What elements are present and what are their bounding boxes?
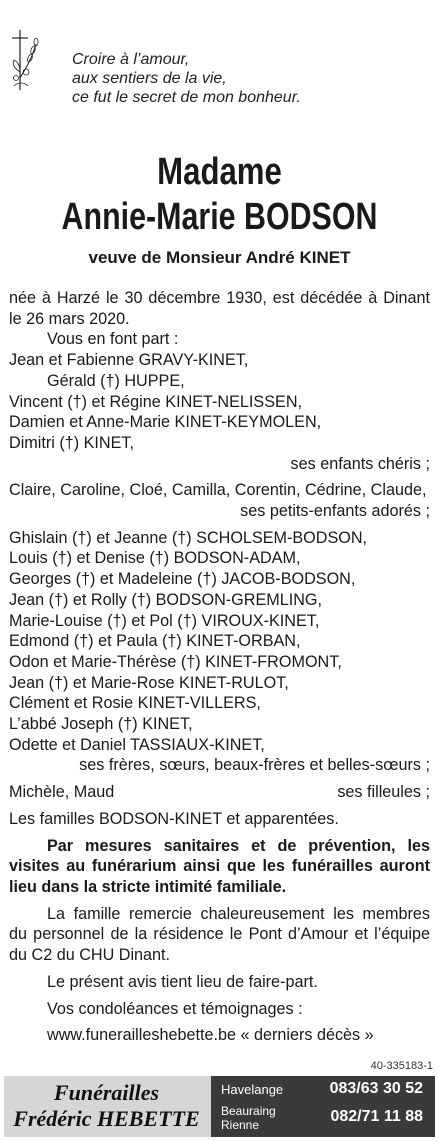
faire-part-note: Le présent avis tient lieu de faire-part. bbox=[47, 972, 318, 991]
epitaph-quote bbox=[72, 50, 412, 107]
location-rienne: Rienne bbox=[221, 1118, 260, 1132]
goddaughters-row bbox=[9, 782, 430, 803]
sibling-entry: Odette et Daniel TASSIAUX-KINET, bbox=[9, 735, 265, 754]
sibling-entry: Clément et Rosie KINET-VILLERS, bbox=[9, 694, 261, 713]
sibling-entry: L’abbé Joseph (†) KINET, bbox=[9, 715, 193, 734]
funeral-home-line2: Frédéric HEBETTE bbox=[13, 1106, 200, 1131]
sibling-entry: Edmond (†) et Paula (†) KINET-ORBAN, bbox=[9, 632, 301, 651]
siblings-label: ses frères, sœurs, beaux-frères et belles-sœurs ; bbox=[79, 756, 430, 775]
goddaughters-label: ses filleules ; bbox=[337, 783, 430, 802]
deceased-name: Annie-Marie BODSON bbox=[61, 196, 378, 238]
death-announcement: née à Harzé le 30 décembre 1930, est décédée à Dinant le 26 mars 2020. bbox=[9, 289, 430, 328]
sibling-entry: Jean (†) et Rolly (†) BODSON-GREMLING, bbox=[9, 590, 323, 609]
grandchildren-list: Claire, Caroline, Cloé, Camilla, Corentin, Cédrine, Claude, bbox=[9, 481, 427, 500]
funeral-home-line1: Funérailles bbox=[53, 1080, 160, 1105]
goddaughters-names: Michèle, Maud bbox=[9, 783, 115, 802]
children-label: ses enfants chéris ; bbox=[290, 454, 430, 473]
honorific-title: Madame bbox=[157, 151, 282, 193]
cross-and-wheat-icon bbox=[6, 28, 48, 94]
thanks-paragraph: La famille remercie chaleureusement les membres du personnel de la résidence le Pont d’Amour et l’équipe du C2 du CHU Dinant. bbox=[9, 904, 430, 965]
child-entry: Dimitri (†) KINET, bbox=[9, 433, 135, 452]
website-link[interactable]: www.funerailleshebette.be « derniers décès » bbox=[47, 1026, 374, 1045]
sibling-entry: Jean (†) et Marie-Rose KINET-RULOT, bbox=[9, 673, 289, 692]
reference-number: 40-335183-1 bbox=[370, 1060, 433, 1072]
grandchildren-label: ses petits-enfants adorés ; bbox=[240, 502, 430, 521]
contact-panel bbox=[211, 1076, 435, 1137]
funeral-home-name bbox=[4, 1080, 209, 1132]
quote-line: ce fut le secret de mon bonheur. bbox=[72, 89, 301, 106]
child-entry: Jean et Fabienne GRAVY-KINET, bbox=[9, 351, 249, 370]
funeral-home-banner bbox=[4, 1076, 435, 1137]
quote-line: Croire à l’amour, bbox=[72, 51, 190, 68]
quote-line: aux sentiers de la vie, bbox=[72, 70, 227, 87]
child-entry: Gérald (†) HUPPE, bbox=[47, 371, 185, 390]
sibling-entry: Marie-Louise (†) et Pol (†) VIROUX-KINET, bbox=[9, 611, 320, 630]
family-intro: Vous en font part : bbox=[47, 330, 179, 349]
sibling-entry: Louis (†) et Denise (†) BODSON-ADAM, bbox=[9, 549, 301, 568]
location-havelange: Havelange bbox=[221, 1082, 284, 1097]
child-entry: Damien et Anne-Marie KINET-KEYMOLEN, bbox=[9, 413, 322, 432]
notice-body bbox=[9, 288, 430, 1046]
deceased-name-block bbox=[0, 150, 439, 240]
sibling-entry: Odon et Marie-Thérèse (†) KINET-FROMONT, bbox=[9, 652, 342, 671]
widow-of-line: veuve de Monsieur André KINET bbox=[88, 248, 351, 267]
phone-havelange[interactable]: 083/63 30 52 bbox=[329, 1080, 423, 1097]
sibling-entry: Georges (†) et Madeleine (†) JACOB-BODSON, bbox=[9, 570, 356, 589]
condolences-note: Vos condoléances et témoignages : bbox=[47, 999, 303, 1018]
sibling-entry: Ghislain (†) et Jeanne (†) SCHOLSEM-BODSON, bbox=[9, 528, 368, 547]
phone-beauraing-rienne[interactable]: 082/71 11 88 bbox=[330, 1108, 423, 1125]
extended-families: Les familles BODSON-KINET et apparentées. bbox=[9, 809, 339, 828]
location-beauraing: Beauraing bbox=[221, 1104, 276, 1118]
child-entry: Vincent (†) et Régine KINET-NELISSEN, bbox=[9, 392, 303, 411]
sanitary-notice: Par mesures sanitaires et de prévention, les visites au funérarium ainsi que les funérailles auront lieu dans la stricte intimité familiale. bbox=[9, 836, 430, 896]
